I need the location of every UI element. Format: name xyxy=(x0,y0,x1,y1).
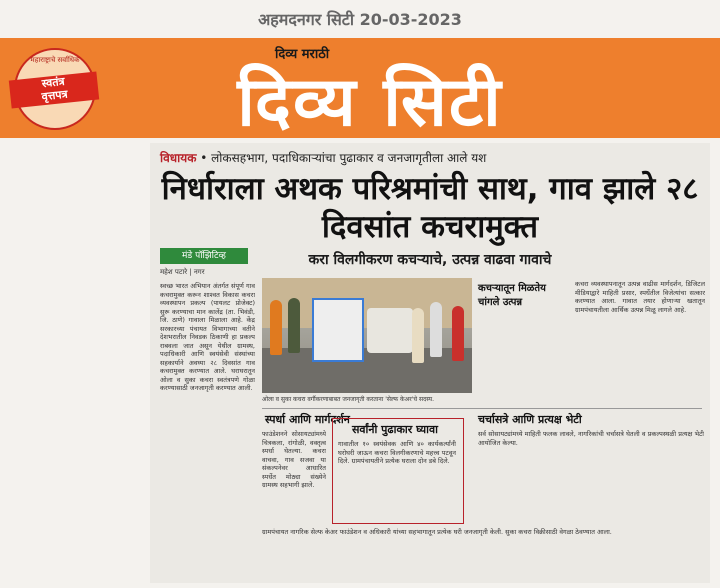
kicker-label: विधायक xyxy=(160,151,197,165)
photo-van xyxy=(367,308,413,353)
column-4: कचरा व्यवस्थापनातून उत्पन्न वाढीस मार्गदर्शन, डिजिटल मीडियाद्वारे माहिती प्रसार, स्पर्धेतील विजेत्यांचा सत्कार करण्यात आला. गावात तयार होणाऱ्या खतातून ग्रामपंचायतीला आर्थिक उत्पन्न मिळू लागले आहे. xyxy=(575,280,705,314)
photo-person xyxy=(430,302,442,357)
masthead xyxy=(0,38,720,142)
newspaper-seal-logo xyxy=(14,48,96,130)
side-heading: कचऱ्यातून मिळतेय चांगले उत्पन्न xyxy=(478,283,546,308)
column-3: गावातील १० स्वयंसेवक आणि ४० कार्यकर्त्यांनी घरोघरी जाऊन कचरा विलगीकरणाचे महत्त्व पटवून दिले. ग्रामपंचायतीने प्रत्येक घराला दोन डबे दिले. xyxy=(338,440,456,465)
column-5: सर्व सोसायट्यांमध्ये माहिती फलक लावले, नागरिकांची चर्चासत्रे घेतली व प्रकल्पस्थळी प्रत्यक्ष भेटी आयोजित केल्या. xyxy=(478,430,704,447)
photo-person xyxy=(288,298,300,353)
kicker-text: • लोकसहभाग, पदाधिकाऱ्यांचा पुढाकार व जनजागृतीला आले यश xyxy=(196,151,487,165)
logo-band xyxy=(9,71,99,108)
masthead-title: दिव्य सिटी xyxy=(237,63,503,142)
kicker xyxy=(160,149,486,166)
rule xyxy=(262,408,702,409)
section-sarvanchi: सर्वांनी पुढाकार घ्यावा xyxy=(352,423,438,436)
section-spardha: स्पर्धा आणि मार्गदर्शन xyxy=(265,413,350,426)
photo-person xyxy=(452,306,464,361)
column-1: स्वच्छ भारत अभियान अंतर्गत संपूर्ण गाव कचरामुक्त करून शाश्वत विकास कचरा व्यवस्थापन प्रकल्प (पायलट प्रोजेक्ट) सुरू करण्याचा मान कालेंद्र (ता. भिवंडी, जि. ठाणे) गावाला मिळाला आहे. केंद्र सरकारच्या पंचायत विभागाच्या वतीने देशभरातील निवडक ठिकाणी हा प्रकल्प राबवला जात असून येथील ग्रामस्थ, पदाधिकारी आणि स्वयंसेवी संस्थांच्या सहकार्याने अवघ्या २८ दिवसांत गाव कचरामुक्त करण्यात आले. घराघरातून ओला व सुका कचरा स्वतंत्रपणे गोळा करण्यासाठी जनजागृती करण्यात आली. xyxy=(160,282,255,392)
photo-banner xyxy=(312,298,364,362)
headline: निर्धाराला अथक परिश्रमांची साथ, गाव झाले २८ दिवसांत कचरामुक्त xyxy=(161,171,699,245)
photo-person xyxy=(270,300,282,355)
byline-tag: मंडे पॉझिटिव्ह xyxy=(160,248,248,264)
byline: महेश पटारे | नगर xyxy=(160,268,205,276)
logo-line2: वृत्तपत्र xyxy=(40,87,69,104)
logo-line1: स्वतंत्र xyxy=(41,74,66,91)
masthead-small-title: दिव्य मराठी xyxy=(275,47,330,62)
logo-top-text: महाराष्ट्राचे सर्वाधिक xyxy=(30,56,80,64)
section-charcha: चर्चासत्रे आणि प्रत्यक्ष भेटी xyxy=(478,413,582,426)
article-photo xyxy=(262,278,472,393)
subhead: करा विलगीकरण कचऱ्याचे, उत्पन्न वाढवा गावाचे xyxy=(308,252,552,268)
column-6: ग्रामपंचायत नागरिक सेल्फ केअर फाउंडेशन व अधिकारी यांच्या सहभागातून प्रत्येक घरी जनजागृती केली. सुका कचरा विक्रीसाठी वेगळा ठेवण्यात आला. xyxy=(262,528,612,536)
photo-person xyxy=(412,308,424,363)
dateline: अहमदनगर सिटी 20-03-2023 xyxy=(258,10,462,29)
photo-caption: ओला व सुका कचरा वर्गीकरणाबाबत जनजागृती करताना 'सेल्फ केअर'चे सदस्य. xyxy=(262,396,434,403)
column-2: फाउंडेशनने सोसायट्यांमध्ये चित्रकला, रांगोळी, वक्तृत्व स्पर्धा घेतल्या. कचरा वाचवा, गाव सजवा या संकल्पनेवर आधारित स्पर्धेत मोठ्या संख्येने ग्रामस्थ सहभागी झाले. xyxy=(262,430,326,489)
